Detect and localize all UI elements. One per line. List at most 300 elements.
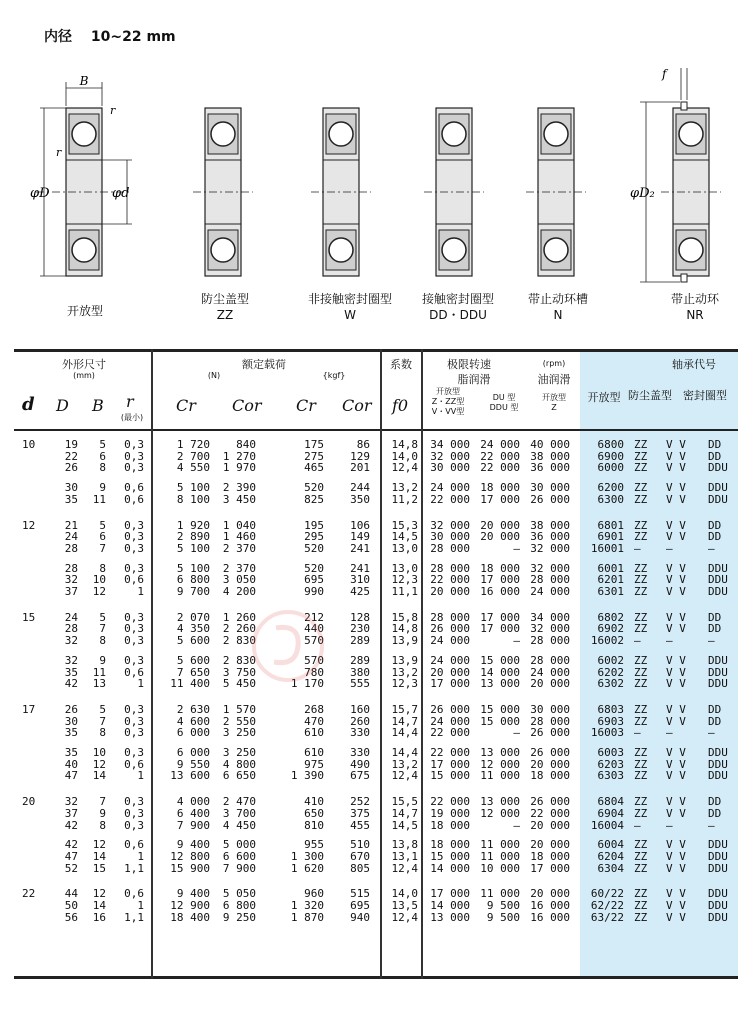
table-cell: 30 [64,481,78,495]
table-cell: DD [708,702,722,716]
table-cell: 22 000 [530,806,570,820]
table-cell: 12,4 [391,769,418,783]
table-cell: 35 [64,726,78,740]
table-cell: 15 000 [480,653,520,667]
table-cell: DDU [708,585,728,598]
table-cell: 268 [304,702,324,716]
hdr-load: 额定载荷 [242,358,286,371]
table-cell: 5 [99,438,106,451]
hdr-cor: Cor [232,396,262,415]
table-cell: 14,0 [391,449,418,463]
table-cell: 4 800 [222,757,256,771]
table-cell: DD [708,714,722,728]
table-cell: 15,5 [391,795,418,809]
table-cell: 28 000 [430,541,470,555]
table-cell: 16002 [590,634,624,648]
bore-d: 15 [22,610,36,624]
table-cell: V V [666,518,686,532]
table-cell: 6 600 [222,849,256,863]
hdr-oil-z: Z [551,403,557,412]
table-cell: 20 000 [530,757,570,771]
table-cell: 42 [64,838,78,852]
table-cell: 0,6 [124,481,144,495]
table-cell: 30 [64,714,78,728]
table-cell: ZZ [634,757,648,771]
table-cell: 12,3 [391,677,418,691]
table-cell: 5 050 [222,887,256,901]
hdr-bearing-code: 轴承代号 [672,358,716,371]
table-cell: DDU [708,653,728,667]
table-cell: 555 [350,677,370,691]
table-cell: 1 170 [290,677,324,691]
table-cell: 0,3 [124,449,144,463]
table-cell: 9 700 [176,585,210,598]
title-label: 内径 [44,29,72,45]
table-cell: 6901 [597,530,624,544]
table-cell: 18 000 [430,818,470,832]
table-cell: 230 [350,622,370,636]
table-cell: 5 000 [222,838,256,852]
table-cell: — [708,726,715,740]
table-cell: 3 050 [222,573,256,587]
table-cell: V V [666,561,686,575]
hdr-cr: Cr [176,396,196,415]
table-cell: 32 000 [530,622,570,636]
table-cell: ZZ [634,518,648,532]
table-cell: 19 000 [430,806,470,820]
table-cell: 106 [350,518,370,532]
hdr-load-n: (N) [207,371,221,380]
table-cell: 14 [92,769,106,783]
table-cell: DDU [708,910,728,924]
table-cell: 0,3 [124,530,144,544]
table-cell: 310 [350,573,370,587]
table-cell: 17 000 [530,861,570,875]
table-cell: 30 000 [430,461,470,475]
table-cell: 20 000 [530,818,570,832]
table-cell: V V [666,910,686,924]
table-cell: 14,5 [391,818,418,832]
table-cell: 825 [304,492,324,506]
table-cell: 8 [99,726,106,740]
table-cell: 14 000 [430,899,470,912]
header-bottom-rule [14,429,738,431]
table-cell: 0,6 [124,665,144,679]
table-cell: V V [666,887,686,901]
table-cell: 11 [92,492,106,506]
table-cell: 6 800 [176,573,210,587]
table-cell: — [513,634,520,648]
table-cell: 425 [350,585,370,598]
table-cell: — [666,541,673,555]
table-cell: 375 [350,806,370,820]
table-cell: 13,9 [391,653,418,667]
table-cell: DD [708,806,722,820]
table-cell: — [708,634,715,648]
hdr-cor2: Cor [342,396,372,415]
table-cell: 6202 [597,665,624,679]
hdr-oil-open: 开放型 [542,393,566,402]
table-cell: 0,3 [124,634,144,648]
dim-d2-label: φD₂ [630,186,655,201]
table-cell: 4 550 [176,461,210,475]
table-cell: 8 [99,561,106,575]
table-cell: 1 320 [290,899,324,912]
table-cell: DD [708,449,722,463]
table-cell: ZZ [634,910,648,924]
table-cell: 28 000 [530,653,570,667]
table-cell: 289 [350,653,370,667]
table-cell: 2 830 [222,634,256,648]
table-cell: 8 [99,818,106,832]
table-cell: 7 [99,795,106,809]
table-cell: 13,0 [391,561,418,575]
table-cell: 12,3 [391,573,418,587]
table-cell: 18 000 [480,481,520,495]
table-cell: 5 450 [222,677,256,691]
watermark-logo [248,606,488,686]
table-cell: ZZ [634,746,648,759]
dim-d-inner-label: φd [112,186,130,201]
table-cell: 289 [350,634,370,648]
hdr-cr2: Cr [296,396,316,415]
table-cell: 15,8 [391,610,418,624]
hdr-B: B [92,396,104,415]
table-cell: 14,0 [391,887,418,901]
table-cell: 13,8 [391,838,418,852]
table-cell: 1 [137,769,144,783]
table-cell: 670 [350,849,370,863]
table-cell: 22 000 [430,573,470,587]
table-cell: 18 400 [170,910,210,924]
table-cell: 17 000 [430,677,470,691]
table-cell: 28 000 [430,610,470,624]
table-cell: DD [708,795,722,809]
table-cell: 6 [99,530,106,544]
table-cell: 149 [350,530,370,544]
table-cell: 0,3 [124,818,144,832]
table-cell: 17 000 [430,757,470,771]
hdr-speed: 极限转速 [447,358,491,371]
table-cell: 6203 [597,757,624,771]
table-cell: DDU [708,899,728,912]
table-cell: DDU [708,849,728,863]
table-cell: 350 [350,492,370,506]
table-cell: 5 [99,702,106,716]
table-cell: ZZ [634,530,648,544]
hdr-oil: 油润滑 [537,373,571,386]
table-cell: 990 [304,585,324,598]
table-cell: V V [666,795,686,809]
table-cell: 6801 [597,518,624,532]
table-cell: 840 [236,438,256,451]
table-cell: 28 000 [530,573,570,587]
table-cell: DDU [708,677,728,691]
table-cell: ZZ [634,665,648,679]
table-cell: ZZ [634,849,648,863]
table-cell: 15,3 [391,518,418,532]
table-cell: 2 070 [176,610,210,624]
table-cell: DDU [708,481,728,495]
table-cell: 16004 [590,818,624,832]
table-cell: 12,4 [391,910,418,924]
table-cell: V V [666,838,686,852]
table-cell: 14,4 [391,726,418,740]
table-cell: 6201 [597,573,624,587]
table-cell: 21 [64,518,78,532]
table-cell: DDU [708,861,728,875]
table-cell: DDU [708,573,728,587]
table-cell: DD [708,530,722,544]
table-cell: DDU [708,461,728,475]
table-cell: 1 [137,899,144,912]
table-cell: 11 000 [480,769,520,783]
table-cell: ZZ [634,573,648,587]
table-cell: 15 900 [170,861,210,875]
table-cell: ZZ [634,861,648,875]
bore-d: 22 [22,887,36,901]
table-cell: 12 [92,585,106,598]
table-cell: 15 000 [430,849,470,863]
table-cell: 17 000 [430,887,470,901]
table-cell: 6 [99,449,106,463]
bore-d: 12 [22,518,36,532]
table-cell: 38 000 [530,518,570,532]
dim-d-outer-label: φD [30,186,50,201]
table-cell: 28 [64,622,78,636]
hdr-d: d [22,394,35,415]
table-cell: 1 620 [290,861,324,875]
hdr-grease: 脂润滑 [457,373,491,386]
table-cell: 32 [64,795,78,809]
table-cell: 7 [99,714,106,728]
table-cell: 52 [64,861,78,875]
table-cell: 570 [304,634,324,648]
table-cell: ZZ [634,585,648,598]
table-cell: ZZ [634,622,648,636]
page-title [44,26,176,46]
table-cell: 955 [304,838,324,852]
table-cell: 160 [350,702,370,716]
diagram-dd [424,108,484,276]
table-cell: ZZ [634,449,648,463]
table-cell: 11 000 [480,838,520,852]
table-cell: 14 000 [430,861,470,875]
diagram-label-zz: 防尘盖型 ZZ [200,292,249,322]
table-cell: 86 [356,438,370,451]
title-range: 10~22 mm [90,29,176,45]
table-cell: 2 260 [222,622,256,636]
table-cell: 244 [350,481,370,495]
table-cell: ZZ [634,887,648,901]
table-cell: 13,0 [391,541,418,555]
table-cell: 13 000 [480,746,520,759]
table-cell: 37 [64,585,78,598]
table-cell: ZZ [634,795,648,809]
table-cell: 2 470 [222,795,256,809]
table-cell: 520 [304,541,324,555]
table-cell: 0,6 [124,573,144,587]
table-cell: 1 270 [222,449,256,463]
table-cell: V V [666,769,686,783]
table-cell: 0,3 [124,726,144,740]
table-cell: 4 450 [222,818,256,832]
table-cell: 15,7 [391,702,418,716]
table-cell: 12,4 [391,461,418,475]
table-cell: 6304 [597,861,624,875]
table-cell: 275 [304,449,324,463]
diagram-label-w: 非接触密封圈型 W [307,292,392,322]
table-cell: 28 000 [530,634,570,648]
table-cell: 24 000 [430,634,470,648]
table-cell: DDU [708,757,728,771]
table-cell: 13 000 [480,795,520,809]
table-cell: 24 000 [530,665,570,679]
table-cell: 26 000 [430,702,470,716]
table-cell: 26 000 [530,795,570,809]
table-cell: 26 000 [530,746,570,759]
table-cell: 17 000 [480,573,520,587]
table-cell: 10 [92,746,106,759]
table-cell: ZZ [634,838,648,852]
table-cell: 15 [92,861,106,875]
table-cell: 38 000 [530,449,570,463]
table-cell: 13,2 [391,757,418,771]
table-cell: 44 [64,887,78,901]
table-cell: 13 [92,677,106,691]
table-cell: DDU [708,746,728,759]
table-cell: 42 [64,677,78,691]
table-cell: 0,3 [124,518,144,532]
diagram-zz [193,108,253,276]
table-cell: V V [666,653,686,667]
table-cell: 14,8 [391,622,418,636]
table-cell: 10 [92,573,106,587]
table-cell: 7 900 [222,861,256,875]
table-cell: 13 000 [430,910,470,924]
hdr-speed-unit: (rpm) [542,359,566,368]
table-cell: 440 [304,622,324,636]
diagram-label-dd: 接触密封圈型 DD・DDU [421,292,494,322]
hdr-grease-vv: V・VV型 [431,407,465,416]
table-cell: 1 260 [222,610,256,624]
table-cell: 675 [350,769,370,783]
table-cell: 9 250 [222,910,256,924]
diagram-n [526,108,586,276]
table-cell: 1 [137,677,144,691]
table-cell: 13 600 [170,769,210,783]
table-cell: — [666,818,673,832]
table-cell: 1 390 [290,769,324,783]
hdr-grease-ddu: DDU 型 [489,403,519,412]
table-cell: 20 000 [430,585,470,598]
table-cell: 62/22 [590,899,624,912]
table-cell: 7 900 [176,818,210,832]
table-cell: 241 [350,561,370,575]
table-cell: 35 [64,746,78,759]
table-cell: 610 [304,746,324,759]
table-cell: 1 460 [222,530,256,544]
table-cell: 11 400 [170,677,210,691]
table-cell: 175 [304,438,324,451]
table-cell: 47 [64,769,78,783]
table-cell: 37 [64,806,78,820]
table-cell: 16 000 [530,899,570,912]
table-cell: 6200 [597,481,624,495]
table-cell: 14 000 [480,665,520,679]
table-cell: 4 200 [222,585,256,598]
table-cell: 14 [92,849,106,863]
table-cell: 22 000 [480,461,520,475]
table-cell: V V [666,746,686,759]
table-cell: 28 [64,541,78,555]
hdr-grease-zz: Z・ZZ型 [431,397,465,406]
table-cell: V V [666,757,686,771]
table-cell: 11 000 [480,887,520,901]
table-cell: 18 000 [480,561,520,575]
table-cell: 241 [350,541,370,555]
table-cell: 0,3 [124,610,144,624]
table-cell: 5 100 [176,481,210,495]
table-cell: 570 [304,653,324,667]
hdr-r-min: (最小) [120,413,144,422]
table-cell: 12 000 [480,757,520,771]
table-cell: 28 000 [430,561,470,575]
table-cell: 26 [64,702,78,716]
table-cell: 2 830 [222,653,256,667]
table-cell: 1 300 [290,849,324,863]
table-cell: 16 [92,910,106,924]
table-cell: 9 500 [486,910,520,924]
table-cell: 8 [99,461,106,475]
table-cell: 40 000 [530,438,570,451]
diagram-label-n: 带止动环槽 N [527,292,588,322]
table-cell: 47 [64,849,78,863]
table-cell: 6803 [597,702,624,716]
table-cell: 17 000 [480,610,520,624]
table-cell: 520 [304,561,324,575]
table-cell: 0,6 [124,887,144,901]
table-cell: 975 [304,757,324,771]
table-cell: 3 250 [222,726,256,740]
table-cell: 32 000 [530,561,570,575]
table-cell: DDU [708,492,728,506]
table-cell: 490 [350,757,370,771]
table-cell: — [666,634,673,648]
diagram-label-nr: 带止动环 NR [670,292,719,322]
table-cell: 24 000 [430,653,470,667]
table-cell: 63/22 [590,910,624,924]
hdr-outer-unit: (mm) [73,371,95,380]
table-cell: 6 400 [176,806,210,820]
table-cell: 17 000 [480,622,520,636]
table-cell: V V [666,849,686,863]
table-cell: 6904 [597,806,624,820]
table-cell: 14,8 [391,438,418,451]
table-cell: 7 [99,622,106,636]
table-cell: ZZ [634,438,648,451]
table-cell: 26 000 [530,726,570,740]
hdr-col-dust: 防尘盖型 [628,389,672,402]
table-cell: 20 000 [530,887,570,901]
table-cell: 6 800 [222,899,256,912]
table-cell: 6800 [597,438,624,451]
table-cell: 515 [350,887,370,901]
hdr-grease-open: 开放型 [436,387,460,396]
table-cell: — [666,726,673,740]
table-cell: 6900 [597,449,624,463]
table-cell: 780 [304,665,324,679]
